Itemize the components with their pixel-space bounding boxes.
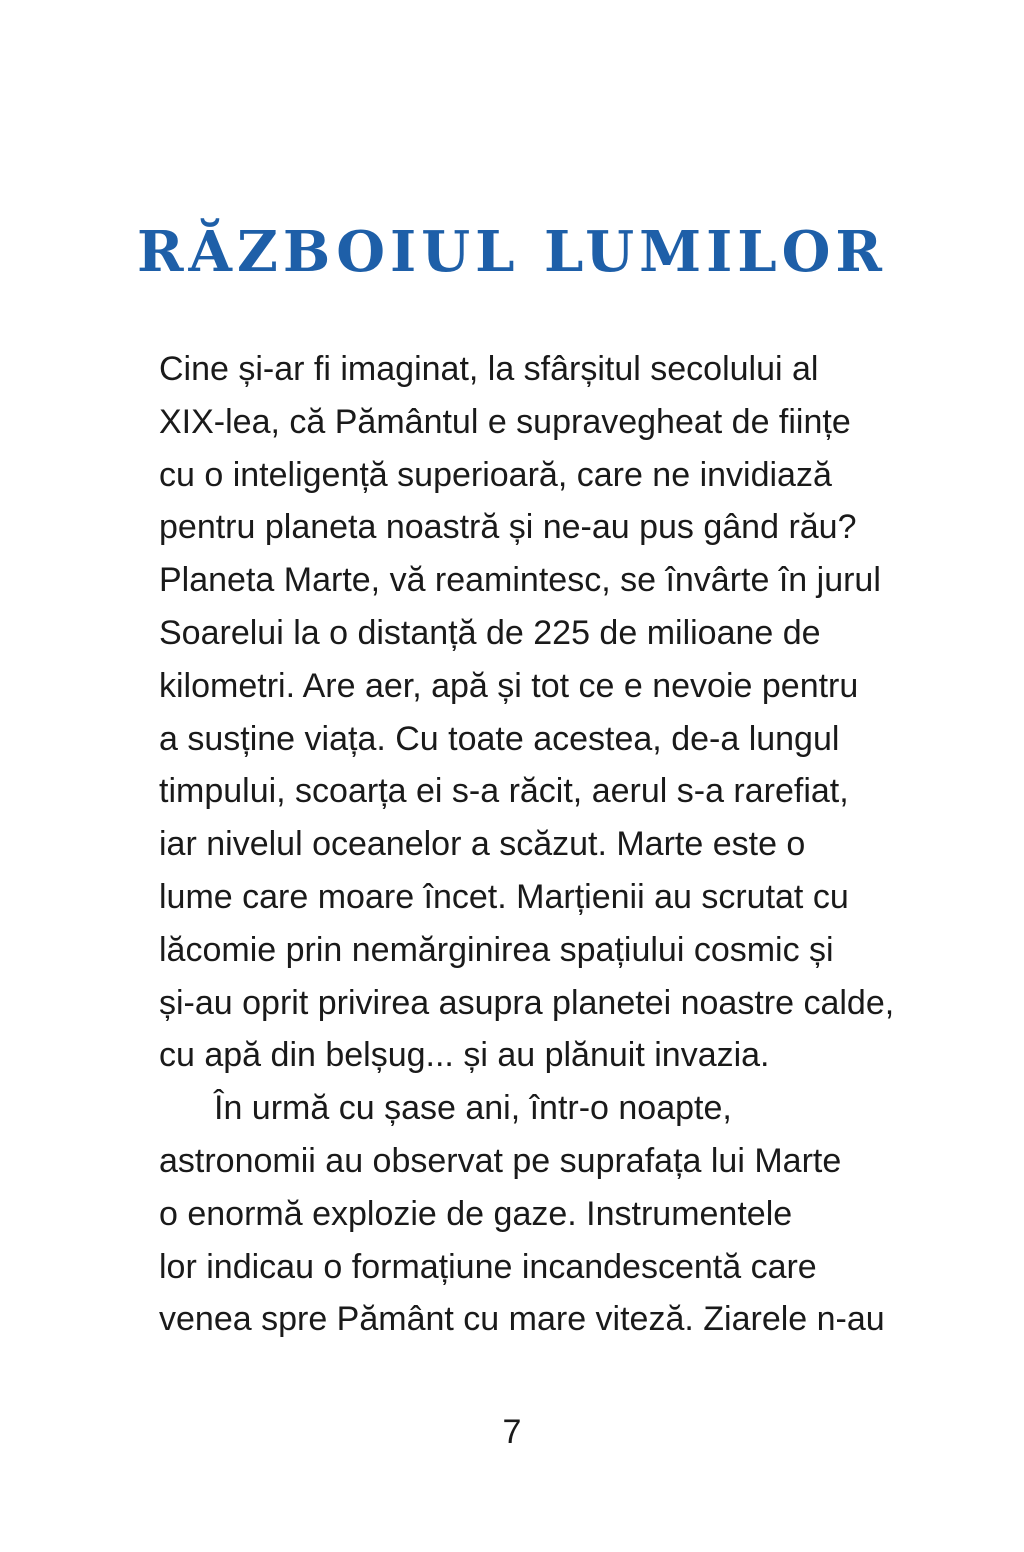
text-line: astronomii au observat pe suprafața lui Marte <box>159 1141 842 1180</box>
text-line: XIX-lea, că Pământul e supravegheat de ființe <box>159 402 851 441</box>
text-line: kilometri. Are aer, apă și tot ce e nevoie pentru <box>159 666 859 705</box>
page-number: 7 <box>502 1413 522 1451</box>
text-line: a susține viața. Cu toate acestea, de-a lungul <box>159 719 840 758</box>
text-line: Planeta Marte, vă reamintesc, se învârte în jurul <box>159 561 881 600</box>
text-line: venea spre Pământ cu mare viteză. Ziarele n-au <box>159 1300 885 1339</box>
text-line: iar nivelul oceanelor a scăzut. Marte este o <box>159 825 806 864</box>
text-line: timpului, scoarța ei s-a răcit, aerul s-a rarefiat, <box>159 772 849 811</box>
body-text <box>159 343 919 1346</box>
text-line: pentru planeta noastră și ne-au pus gând rău? <box>159 508 857 547</box>
text-line: Cine și-ar fi imaginat, la sfârșitul secolului al <box>159 350 819 388</box>
text-line: cu o inteligență superioară, care ne invidiază <box>159 455 832 494</box>
chapter-title: RĂZBOIUL LUMILOR <box>137 219 887 285</box>
text-line: o enormă explozie de gaze. Instrumentele <box>159 1194 793 1233</box>
text-line: lume care moare încet. Marțienii au scrutat cu <box>159 877 849 916</box>
text-line: Soarelui la o distanță de 225 de milioane de <box>159 613 821 652</box>
text-line: lor indicau o formațiune incandescentă care <box>159 1247 817 1286</box>
text-line: cu apă din belșug... și au plănuit invazia. <box>159 1036 770 1075</box>
text-line: lăcomie prin nemărginirea spațiului cosmic și <box>159 930 834 969</box>
paragraph-start-line: În urmă cu șase ani, într-o noapte, <box>214 1089 732 1128</box>
text-line: și-au oprit privirea asupra planetei noastre calde, <box>159 983 895 1022</box>
